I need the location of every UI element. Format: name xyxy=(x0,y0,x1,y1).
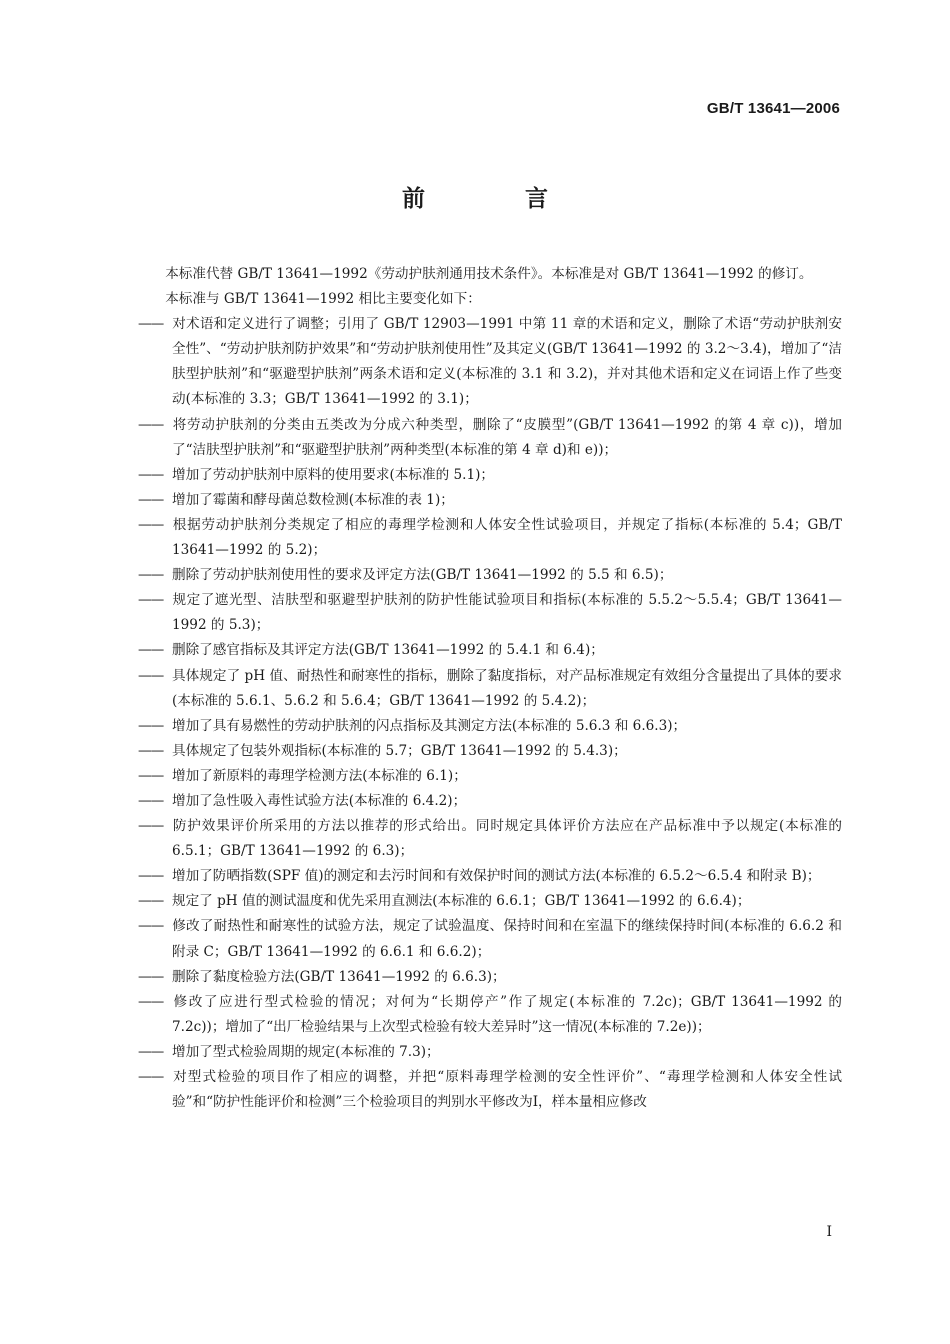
dash-marker: —— xyxy=(138,968,164,985)
change-text: 增加了新原料的毒理学检测方法(本标准的 6.1)； xyxy=(172,767,467,784)
dash-marker: —— xyxy=(138,918,164,935)
change-item xyxy=(138,463,842,488)
document-body xyxy=(138,262,842,1115)
dash-marker: —— xyxy=(138,1043,164,1060)
change-text: 将劳动护肤剂的分类由五类改为分成六种类型，删除了“皮膜型”(GB/T 13641—1992 的第 4 章 c))，增加了“洁肤型护肤剂”和“驱避型护肤剂”两种类型(本标准的第 4 章 d)和 e))； xyxy=(172,416,842,458)
change-item xyxy=(138,889,842,914)
change-item xyxy=(138,413,842,463)
change-text: 增加了急性吸入毒性试验方法(本标准的 6.4.2)； xyxy=(172,792,467,809)
change-item xyxy=(138,990,842,1040)
change-item xyxy=(138,312,842,412)
change-item xyxy=(138,563,842,588)
standard-code: GB/T 13641—2006 xyxy=(706,100,840,117)
change-text: 删除了劳动护肤剂使用性的要求及评定方法(GB/T 13641—1992 的 5.5 和 6.5)； xyxy=(172,567,673,584)
change-item xyxy=(138,914,842,964)
change-text: 增加了型式检验周期的规定(本标准的 7.3)； xyxy=(172,1043,440,1060)
dash-marker: —— xyxy=(138,592,164,609)
dash-marker: —— xyxy=(138,717,164,734)
change-text: 增加了具有易燃性的劳动护肤剂的闪点指标及其测定方法(本标准的 5.6.3 和 6.6.3)； xyxy=(172,717,687,734)
change-item xyxy=(138,1040,842,1065)
change-item xyxy=(138,714,842,739)
change-item xyxy=(138,965,842,990)
dash-marker: —— xyxy=(138,868,164,885)
change-text: 删除了黏度检验方法(GB/T 13641—1992 的 6.6.3)； xyxy=(172,968,506,985)
dash-marker: —— xyxy=(138,792,164,809)
change-text: 防护效果评价所采用的方法以推荐的形式给出。同时规定具体评价方法应在产品标准中予以规定(本标准的 6.5.1；GB/T 13641—1992 的 6.3)； xyxy=(172,818,842,860)
dash-marker: —— xyxy=(138,742,164,759)
dash-marker: —— xyxy=(138,316,164,333)
change-item xyxy=(138,488,842,513)
change-text: 规定了遮光型、洁肤型和驱避型护肤剂的防护性能试验项目和指标(本标准的 5.5.2～5.5.4；GB/T 13641—1992 的 5.3)； xyxy=(172,592,842,634)
change-item xyxy=(138,864,842,889)
intro-paragraph: 本标准代替 GB/T 13641—1992《劳动护肤剂通用技术条件》。本标准是对 GB/T 13641—1992 的修订。 xyxy=(165,266,813,282)
change-item xyxy=(138,739,842,764)
change-text: 具体规定了包装外观指标(本标准的 5.7；GB/T 13641—1992 的 5.4.3)； xyxy=(172,742,627,759)
change-text: 删除了感官指标及其评定方法(GB/T 13641—1992 的 5.4.1 和 6.4)； xyxy=(172,642,604,659)
change-item xyxy=(138,664,842,714)
dash-marker: —— xyxy=(138,818,164,835)
change-text: 修改了耐热性和耐寒性的试验方法，规定了试验温度、保持时间和在室温下的继续保持时间(本标准的 6.6.2 和附录 C；GB/T 13641—1992 的 6.6.1 和 6.6.2)； xyxy=(172,918,842,960)
dash-marker: —— xyxy=(138,567,164,584)
dash-marker: —— xyxy=(138,516,164,533)
dash-marker: —— xyxy=(138,466,164,483)
change-item xyxy=(138,764,842,789)
change-item xyxy=(138,638,842,663)
dash-marker: —— xyxy=(138,767,164,784)
dash-marker: —— xyxy=(138,642,164,659)
change-text: 规定了 pH 值的测试温度和优先采用直测法(本标准的 6.6.1；GB/T 13641—1992 的 6.6.4)； xyxy=(172,893,751,910)
change-text: 具体规定了 pH 值、耐热性和耐寒性的指标，删除了黏度指标，对产品标准规定有效组分含量提出了具体的要求(本标准的 5.6.1、5.6.2 和 5.6.4；GB/T 13641—1992 的 5.4.2)； xyxy=(172,667,842,709)
dash-marker: —— xyxy=(138,491,164,508)
dash-marker: —— xyxy=(138,667,164,684)
change-text: 根据劳动护肤剂分类规定了相应的毒理学检测和人体安全性试验项目，并规定了指标(本标准的 5.4；GB/T 13641—1992 的 5.2)； xyxy=(172,516,842,559)
page-title: 前 言 xyxy=(401,186,594,212)
dash-marker: —— xyxy=(138,1069,164,1085)
dash-marker: —— xyxy=(138,893,164,910)
dash-marker: —— xyxy=(138,993,164,1010)
changes-intro-paragraph: 本标准与 GB/T 13641—1992 相比主要变化如下： xyxy=(165,291,481,308)
change-item xyxy=(138,588,842,638)
change-text: 增加了霉菌和酵母菌总数检测(本标准的表 1)； xyxy=(172,491,454,508)
change-text: 增加了防晒指数(SPF 值)的测定和去污时间和有效保护时间的测试方法(本标准的 6.5.2～6.5.4 和附录 B)； xyxy=(172,868,821,885)
dash-marker: —— xyxy=(138,416,164,433)
change-text: 增加了劳动护肤剂中原料的使用要求(本标准的 5.1)； xyxy=(172,466,495,483)
page-number: Ⅰ xyxy=(826,1224,832,1240)
change-text: 修改了应进行型式检验的情况；对何为“长期停产”作了规定(本标准的 7.2c)；GB/T 13641—1992 的 7.2c))；增加了“出厂检验结果与上次型式检验有较大差异时”这一情况(本标准的 7.2e))； xyxy=(172,993,842,1035)
change-item xyxy=(138,513,842,563)
change-text: 对型式检验的项目作了相应的调整，并把“原料毒理学检测的安全性评价”、“毒理学检测和人体安全性试验”和“防护性能评价和检测”三个检验项目的判别水平修改为Ⅰ，样本量相应修改 xyxy=(172,1069,842,1111)
change-item xyxy=(138,1065,842,1115)
change-item xyxy=(138,789,842,814)
change-item xyxy=(138,814,842,864)
change-text: 对术语和定义进行了调整；引用了 GB/T 12903—1991 中第 11 章的术语和定义，删除了术语“劳动护肤剂安全性”、“劳动护肤剂防护效果”和“劳动护肤剂使用性”及其定义(GB/T 13641—1992 的 3.2～3.4)，增加了“洁肤型护肤剂”和“驱避型护肤剂”两条术语和定义(本标准的 3.1 和 3.2)，并对其他术语和定义在词语上作了些变动(本标准的 3.3；GB/T 13641—1992 的 3.1)； xyxy=(172,316,842,408)
